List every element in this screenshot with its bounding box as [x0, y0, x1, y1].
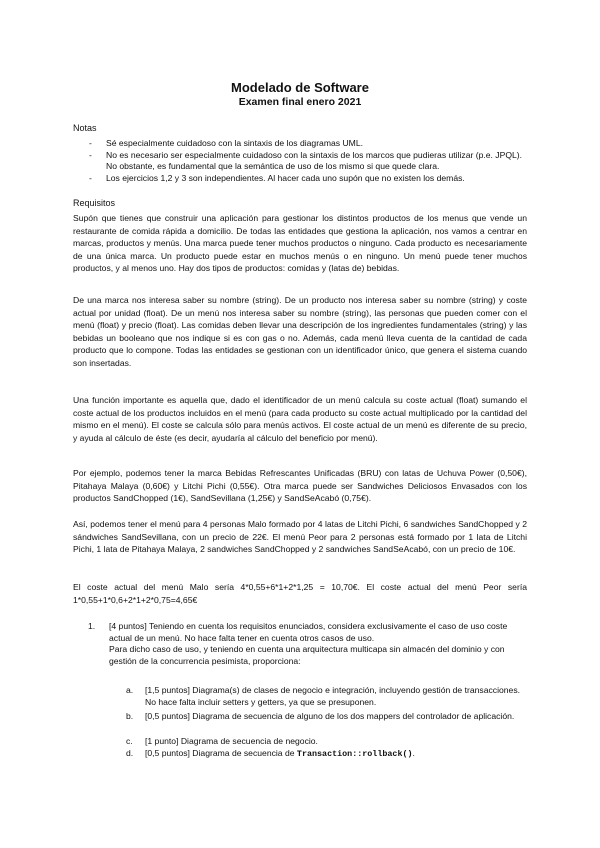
requirements-paragraph: Por ejemplo, podemos tener la marca Bebidas Refrescantes Unificadas (BRU) con latas de Uchuva Power (0,50€), Pitahaya Malaya (0,60€) y Litchi Pichi (0,55€). Otra marca puede ser Sandwiches Deliciosos Envasados con los productos SandChopped (1€), SandSevillana (1,25€) y SandSeAcabó (0,75€). — [73, 468, 527, 504]
page-title: Modelado de Software — [231, 80, 369, 95]
requirements-heading: Requisitos — [73, 198, 116, 208]
item-text-prefix: [0,5 puntos] Diagrama de secuencia de — [145, 748, 297, 758]
question-item-b — [109, 711, 527, 723]
item-text — [145, 748, 527, 761]
question-item-d — [109, 748, 527, 761]
list-item: - No es necesario ser especialmente cuidadoso con la sintaxis de los marcos que pudieras utilizar (p.e. JPQL). No obstante, es fundamental que la semántica de uso de los mismo si que quede clara. — [73, 150, 533, 173]
item-text: [1,5 puntos] Diagrama(s) de clases de negocio e integración, incluyendo gestión de transacciones. No hace falta incluir setters y getters, ya que se presuponen. — [145, 685, 521, 707]
requirements-paragraph: Supón que tienes que construir una aplicación para gestionar los distintos productos de los menus que vende un restaurante de comida rápida a domicilio. De todas las entidades que gestiona la aplicación, nos vamos a centrar en marcas, productos y menús. Una marca puede tener muchos productos o ninguno. Cada producto es necesariamente de una única marca. Un producto puede estar en muchos menús o en ninguno. Un menú puede tener muchos productos, y al menos uno. Hay dos tipos de productos: comidas y (latas de) bebidas. — [73, 213, 527, 274]
requirements-paragraph: Una función importante es aquella que, dado el identificador de un menú calcula su coste actual (float) sumando el coste actual de los productos incluidos en el menú (para cada producto su coste actual multiplicado por la cantidad del mismo en el menú). El coste se calcula sólo para menús activos. El coste actual de un menú es diferente de su precio, y ayuda al cálculo de éste (es decir, ayudaría al cálculo del beneficio por menú). — [73, 395, 527, 443]
item-text-suffix: . — [412, 748, 415, 758]
question-number: 1. — [88, 621, 96, 631]
requirements-paragraph: De una marca nos interesa saber su nombre (string). De un producto nos interesa saber su nombre (string) y coste actual por unidad (float). De un menú nos interesa saber su nombre (string), las personas que pueden comer con el menú (float) y precio (float). Las comidas deben llevar una descripción de los ingredientes fundamentales (string) y las bebidas un booleano que nos indique si es con gas o no. Además, cada menú lleva cuenta de la cantidad de cada producto que lo compone. Todas las entidades se gestionan con un identificador único, que genera el sistema cuando son insertadas. — [73, 295, 527, 368]
item-letter: a. — [126, 685, 134, 695]
item-letter: b. — [126, 711, 134, 721]
item-letter: d. — [126, 748, 134, 758]
item-text: [0,5 puntos] Diagrama de secuencia de alguno de los dos mappers del controlador de aplicación. — [145, 711, 515, 721]
notes-list — [73, 138, 533, 184]
requirements-paragraph: Así, podemos tener el menú para 4 personas Malo formado por 4 latas de Litchi Pichi, 6 sandwiches SandChopped y 2 sándwiches SandSevillana, con un precio de 22€. El menú Peor para 2 personas está formado por 1 lata de Litchi Pichi, 1 lata de Pitahaya Malaya, 2 sandwiches SandChopped y 2 sandwiches SandSeAcabó, con un precio de 10€. — [73, 519, 527, 555]
question-intro: [4 puntos] Teniendo en cuenta los requisitos enunciados, considera exclusivamente el caso de uso coste actual de un menú. No hace falta tener en cuenta otros casos de uso. — [109, 621, 508, 643]
notes-heading: Notas — [73, 123, 97, 133]
question-context: Para dicho caso de uso, y teniendo en cuenta una arquitectura multicapa sin almacén del dominio y con gestión de la concurrencia pesimista, proporciona: — [109, 644, 505, 666]
requirements-paragraph: El coste actual del menú Malo sería 4*0,55+6*1+2*1,25 = 10,70€. El coste actual del menú Peor sería 1*0,55+1*0,6+2*1+2*0,75=4,65€ — [73, 582, 527, 605]
question-1 — [73, 621, 527, 667]
list-item: - Sé especialmente cuidadoso con la sintaxis de los diagramas UML. — [73, 138, 533, 150]
question-item-c — [109, 736, 527, 748]
code-snippet: Transaction::rollback() — [296, 749, 413, 759]
item-letter: c. — [126, 736, 133, 746]
page-subtitle: Examen final enero 2021 — [238, 96, 362, 108]
question-item-a — [109, 685, 527, 708]
item-text: [1 punto] Diagrama de secuencia de negocio. — [145, 736, 318, 746]
list-item: - Los ejercicios 1,2 y 3 son independientes. Al hacer cada uno supón que no existen los demás. — [73, 173, 533, 185]
